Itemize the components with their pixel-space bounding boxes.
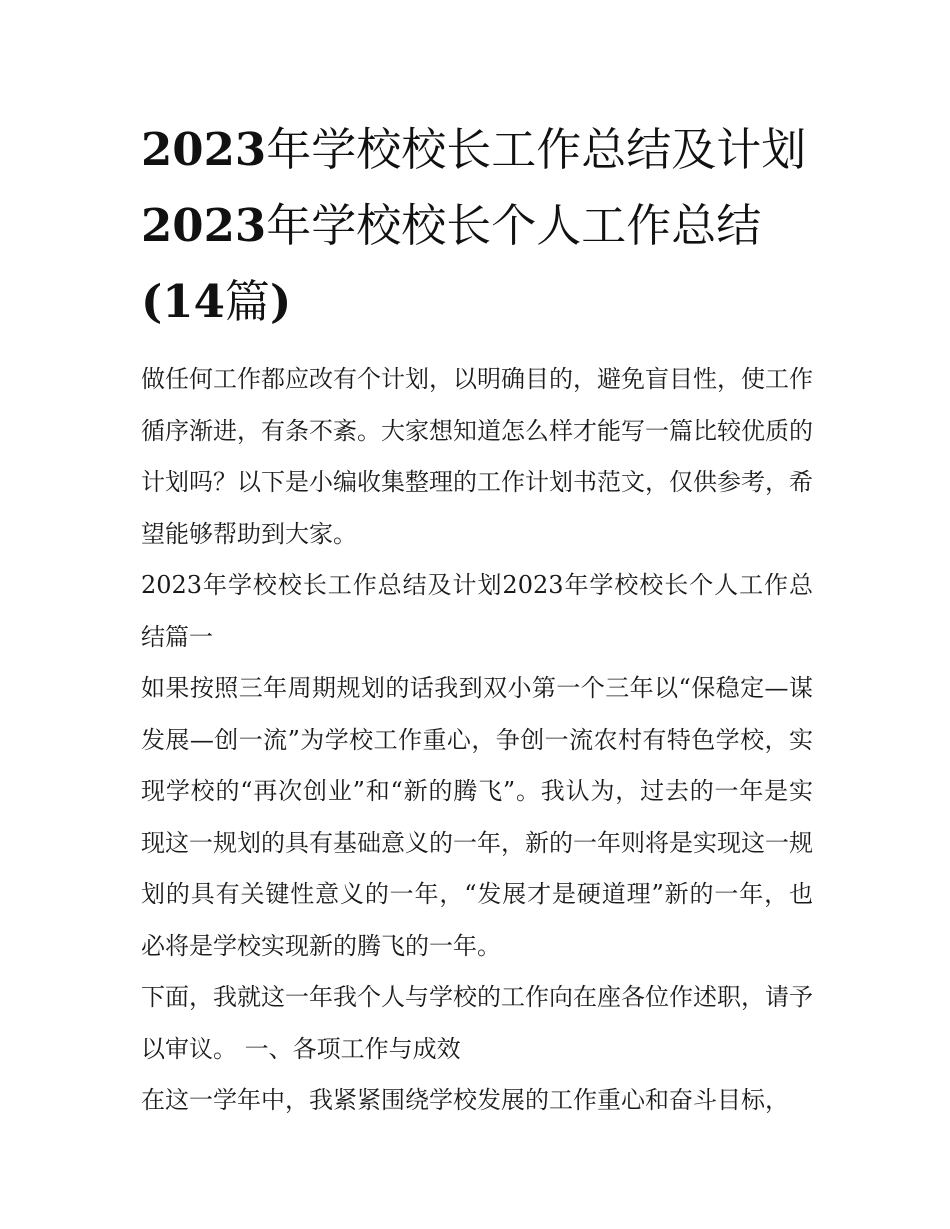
body-paragraph: 如果按照三年周期规划的话我到双小第一个三年以“保稳定—谋发展—创一流”为学校工作重心，争创一流农村有特色学校，实现学校的“再次创业”和“新的腾飞”。我认为，过去的一年是实现这一规划的具有基础意义的一年，新的一年则将是实现这一规划的具有关键性意义的一年，“发展才是硬道理”新的一年，也必将是学校实现新的腾飞的一年。 — [141, 674, 813, 960]
body-paragraph: 下面，我就这一年我个人与学校的工作向在座各位作述职，请予以审议。 一、各项工作与成效 — [141, 983, 813, 1063]
section-heading-paragraph: 2023年学校校长工作总结及计划2023年学校校长个人工作总结篇一 — [141, 571, 813, 651]
body-paragraph: 在这一学年中，我紧紧围绕学校发展的工作重心和奋斗目标， — [141, 1086, 789, 1114]
intro-paragraph: 做任何工作都应改有个计划，以明确目的，避免盲目性，使工作循序渐进，有条不紊。大家想知道怎么样才能写一篇比较优质的计划吗？以下是小编收集整理的工作计划书范文，仅供参考，希望能够帮助到大家。 — [141, 365, 813, 548]
document-title: 2023年学校校长工作总结及计划2023年学校校长个人工作总结(14篇) — [141, 123, 807, 328]
document-body — [141, 112, 813, 1127]
